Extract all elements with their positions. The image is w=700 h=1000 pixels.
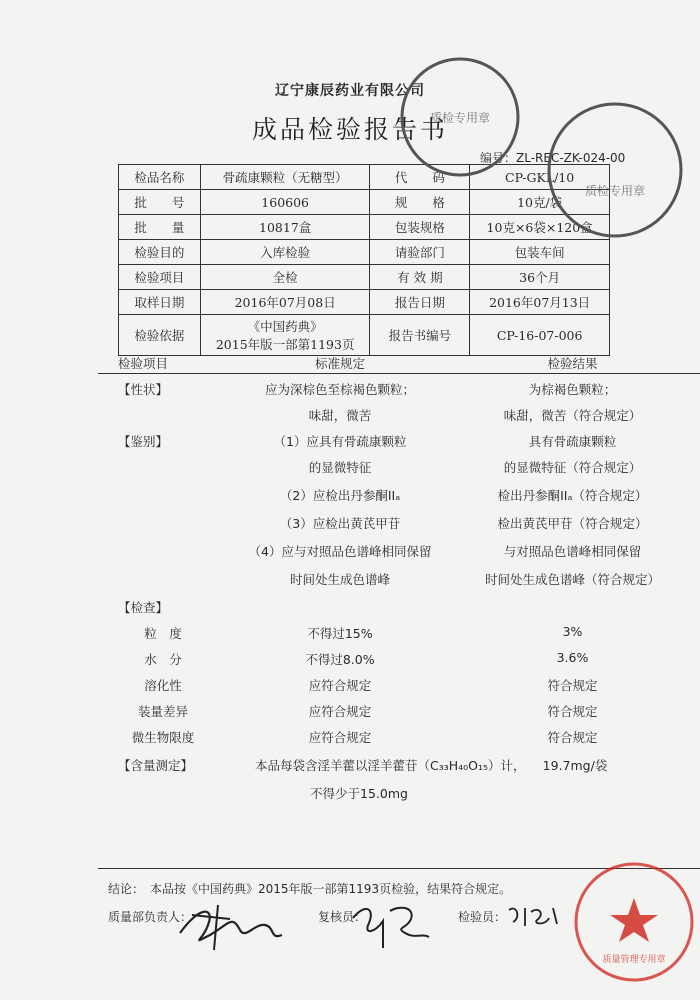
info-row: [119, 290, 610, 315]
result-standard: 应为深棕色至棕褐色颗粒；: [264, 382, 415, 397]
qc-seal-2: [540, 95, 690, 245]
result-item: 【检查】: [118, 600, 169, 615]
result-standard: 时间处生成色谱峰: [289, 572, 390, 587]
result-item: 装量差异: [137, 704, 188, 719]
result-item: 微生物限度: [131, 730, 195, 745]
result-value: 符合规定: [547, 704, 598, 719]
info-label: 包装规格: [370, 215, 470, 240]
info-value: 160606: [200, 190, 370, 215]
info-value: 骨疏康颗粒（无糖型）: [200, 165, 370, 190]
result-value: 检出黄芪甲苷（符合规定）: [497, 516, 648, 531]
result-standard: 本品每袋含淫羊藿以淫羊藿苷（C₃₃H₄₀O₁₅）计，: [255, 758, 526, 773]
result-standard: 应符合规定: [308, 678, 372, 693]
result-value: 符合规定: [547, 730, 598, 745]
result-value: 19.7mg/袋: [542, 758, 608, 773]
header-result: 检验结果: [547, 356, 598, 371]
info-value: 10克×6袋×120盒: [470, 215, 610, 240]
info-row: [119, 215, 610, 240]
qc-seal-2-center: 质检专用章: [584, 184, 646, 198]
info-value: 10817盒: [200, 215, 370, 240]
qa-head-signature: [170, 895, 290, 955]
conclusion-text: 结论： 本品按《中国药典》2015年版一部第1193页检验，结果符合规定。: [108, 882, 512, 896]
result-value: 符合规定: [547, 678, 598, 693]
result-value: 味甜，微苦（符合规定）: [503, 408, 642, 423]
results-divider-top: [98, 373, 700, 374]
result-standard: 的显微特征: [308, 460, 372, 475]
company-name: 辽宁康辰药业有限公司: [275, 83, 425, 99]
info-row: [119, 190, 610, 215]
result-standard: 应符合规定: [308, 730, 372, 745]
reviewer-signature: [345, 893, 435, 953]
result-value: 为棕褐色颗粒；: [528, 382, 617, 397]
info-label: 代 码: [370, 165, 470, 190]
info-value: 《中国药典》 2015年版一部第1193页: [200, 315, 370, 356]
info-label: 检品名称: [119, 165, 201, 190]
inspector-signature: [505, 900, 565, 930]
info-table: [118, 164, 610, 356]
buyer-seal: [570, 858, 698, 986]
info-value: 36个月: [470, 265, 610, 290]
result-standard: （4）应与对照品色谱峰相同保留: [248, 544, 432, 559]
result-item: 【鉴别】: [118, 434, 169, 449]
info-value: 包装车间: [470, 240, 610, 265]
info-value: 2016年07月08日: [200, 290, 370, 315]
info-label: 批 量: [119, 215, 201, 240]
info-value: 10克/袋: [470, 190, 610, 215]
result-item: 水 分: [144, 652, 182, 667]
header-standard: 标准规定: [314, 356, 365, 371]
info-label: 检验项目: [119, 265, 201, 290]
qc-seal-1-center: 质检专用章: [429, 111, 491, 125]
result-standard: 不得少于15.0mg: [310, 786, 408, 801]
info-label: 报告日期: [370, 290, 470, 315]
result-standard: 应符合规定: [308, 704, 372, 719]
result-item: 【性状】: [118, 382, 169, 397]
info-label: 检验目的: [119, 240, 201, 265]
result-standard: 味甜，微苦: [308, 408, 372, 423]
info-row: [119, 265, 610, 290]
result-value: 的显微特征（符合规定）: [503, 460, 642, 475]
info-value: 2016年07月13日: [470, 290, 610, 315]
result-value: 时间处生成色谱峰（符合规定）: [484, 572, 660, 587]
qa-head-label: 质量部负责人：: [108, 910, 193, 924]
result-item: 【含量测定】: [118, 758, 194, 773]
info-label: 报告书编号: [370, 315, 470, 356]
result-standard: （3）应检出黄芪甲苷: [279, 516, 401, 531]
header-item: 检验项目: [118, 356, 169, 371]
result-standard: （1）应具有骨疏康颗粒: [273, 434, 407, 449]
result-item: 溶化性: [144, 678, 182, 693]
info-row: [119, 165, 610, 190]
info-label: 规 格: [370, 190, 470, 215]
qc-seal-1: [395, 52, 525, 182]
result-item: 粒 度: [144, 626, 182, 641]
result-value: 3%: [562, 624, 583, 639]
info-label: 请验部门: [370, 240, 470, 265]
reviewer-label: 复核员：: [318, 910, 367, 924]
info-label: 取样日期: [119, 290, 201, 315]
document-number: 编号：ZL-REC-ZK-024-00: [480, 151, 626, 165]
info-label: 有 效 期: [370, 265, 470, 290]
result-value: 3.6%: [556, 650, 589, 665]
info-value: 入库检验: [200, 240, 370, 265]
result-standard: （2）应检出丹参酮IIₐ: [279, 488, 401, 503]
buyer-seal-center: 质量管理专用章: [602, 955, 666, 965]
result-standard: 不得过8.0%: [305, 652, 375, 667]
info-value: 全检: [200, 265, 370, 290]
info-label: 检验依据: [119, 315, 201, 356]
info-value: CP-GKL/10: [470, 165, 610, 190]
result-value: 具有骨疏康颗粒: [528, 434, 617, 449]
info-value: CP-16-07-006: [470, 315, 610, 356]
inspector-label: 检验员：: [458, 910, 507, 924]
info-label: 批 号: [119, 190, 201, 215]
result-value: 与对照品色谱峰相同保留: [503, 544, 642, 559]
info-row: [119, 315, 610, 356]
result-standard: 不得过15%: [307, 626, 373, 641]
result-value: 检出丹参酮IIₐ（符合规定）: [497, 488, 648, 503]
info-row: [119, 240, 610, 265]
document-title: 成品检验报告书: [251, 115, 448, 144]
